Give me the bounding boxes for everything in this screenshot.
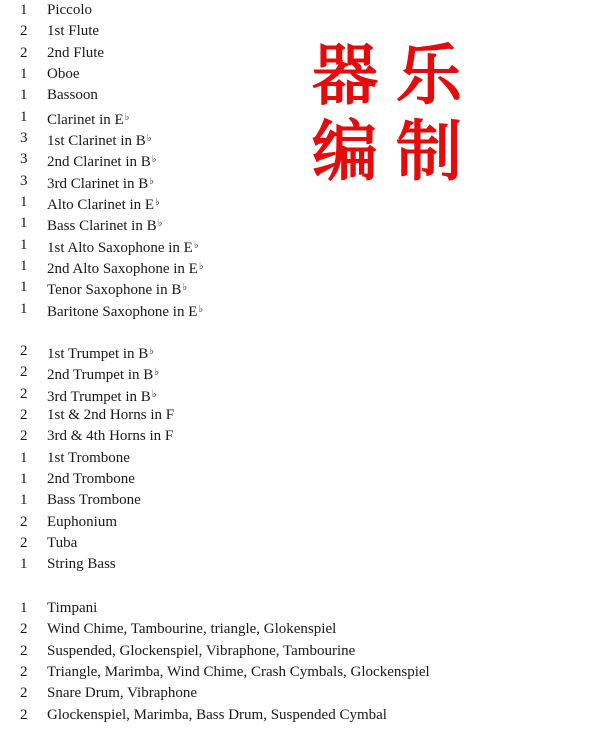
instrument-quantity: 1: [20, 471, 28, 488]
instrument-row: [0, 683, 601, 704]
brass-list: [0, 341, 601, 576]
instrument-quantity: 2: [20, 364, 28, 381]
flat-sign-icon: ♭: [149, 346, 154, 357]
instrument-name: Tenor Saxophone in B: [47, 282, 182, 299]
instrument-row: [0, 554, 601, 575]
instrument-name: 2nd Clarinet in B: [47, 154, 151, 171]
instrument-row: [0, 598, 601, 619]
instrument-name-cell: [47, 64, 80, 85]
instrument-name: Triangle, Marimba, Wind Chime, Crash Cymbals, Glockenspiel: [47, 664, 430, 681]
instrument-row: [0, 405, 601, 426]
instrument-quantity: 2: [20, 535, 28, 552]
instrument-row: [0, 256, 601, 277]
instrument-name: 2nd Flute: [47, 44, 105, 61]
instrument-row: [0, 490, 601, 511]
instrument-name: 1st Alto Saxophone in E: [47, 239, 193, 256]
instrument-name: Piccolo: [47, 2, 92, 18]
instrument-row: [0, 171, 601, 192]
instrument-row: [0, 341, 601, 362]
instrument-name-cell: [47, 683, 197, 704]
instrument-row: [0, 299, 601, 320]
flat-sign-icon: ♭: [146, 133, 152, 145]
instrument-row: [0, 384, 601, 405]
instrument-row: [0, 705, 601, 726]
instrument-row: [0, 641, 601, 662]
instrument-name: 3rd & 4th Horns in F: [47, 428, 174, 445]
flat-sign-icon: ♭: [157, 218, 163, 230]
instrument-name: 2nd Trumpet in B: [47, 367, 154, 384]
instrument-name: 3rd Trumpet in B: [47, 388, 151, 405]
flat-sign-icon: ♭: [149, 175, 154, 187]
instrument-quantity: 1: [20, 236, 28, 253]
instrument-name-cell: [47, 43, 104, 64]
instrument-name-cell: [47, 0, 92, 21]
instrument-name-cell: [47, 490, 141, 511]
instrument-row: [0, 149, 601, 170]
instrument-quantity: 1: [20, 600, 28, 616]
instrument-name: Euphonium: [47, 513, 117, 530]
woodwinds-list: [0, 0, 601, 320]
instrument-name-cell: [47, 426, 173, 447]
instrument-name: Bass Trombone: [47, 492, 141, 509]
instrument-name: Glockenspiel, Marimba, Bass Drum, Suspended Cymbal: [47, 706, 387, 723]
instrument-name: Tuba: [47, 535, 78, 552]
instrument-row: [0, 43, 601, 64]
instrument-row: [0, 512, 601, 533]
instrument-name: 2nd Alto Saxophone in E: [47, 261, 198, 278]
instrument-quantity: 1: [20, 215, 28, 232]
instrument-row: [0, 426, 601, 447]
instrument-row: [0, 277, 601, 298]
instrument-name: 2nd Trombone: [47, 471, 135, 488]
instrument-name-cell: [47, 533, 77, 554]
instrument-row: [0, 64, 601, 85]
instrument-name: 1st Flute: [47, 23, 100, 40]
flat-sign-icon: ♭: [151, 388, 157, 400]
flat-sign-icon: ♭: [124, 111, 130, 123]
flat-sign-icon: ♭: [182, 282, 188, 294]
instrument-name: Clarinet in E: [47, 111, 124, 128]
instrument-row: [0, 469, 601, 490]
instrument-quantity: 3: [20, 130, 28, 147]
instrument-quantity: 1: [20, 449, 28, 466]
instrument-quantity: 2: [20, 685, 28, 702]
instrument-quantity: 1: [20, 300, 28, 317]
instrument-name: Bassoon: [47, 87, 98, 104]
heading-line-1: 器乐: [312, 37, 480, 114]
instrument-row: [0, 533, 601, 554]
instrument-quantity: 2: [20, 642, 28, 659]
instrument-row: [0, 85, 601, 106]
instrument-quantity: 1: [20, 66, 28, 83]
instrument-quantity: 3: [20, 151, 28, 168]
instrument-name-cell: [47, 705, 387, 726]
instrument-quantity: 1: [20, 108, 28, 125]
instrument-name-cell: [47, 299, 203, 323]
instrument-row: [0, 235, 601, 256]
instrument-row: [0, 448, 601, 469]
instrument-row: [0, 128, 601, 149]
instrument-quantity: 3: [20, 172, 28, 189]
flat-sign-icon: ♭: [155, 197, 160, 209]
percussion-list: [0, 598, 601, 726]
instrument-quantity: 1: [20, 556, 28, 573]
instrument-name: 3rd Clarinet in B: [47, 175, 149, 192]
heading-line-2: 编制: [312, 113, 480, 190]
instrument-row: [0, 619, 601, 640]
instrument-quantity: 2: [20, 428, 28, 445]
instrument-name-cell: [47, 619, 336, 640]
instrument-name: Snare Drum, Vibraphone: [47, 685, 198, 702]
instrument-quantity: 1: [20, 194, 28, 211]
instrument-row: [0, 21, 601, 42]
instrument-quantity: 2: [20, 664, 28, 681]
instrument-name-cell: [47, 598, 97, 619]
instrument-name-cell: [47, 554, 116, 575]
instrument-name: Wind Chime, Tambourine, triangle, Glokenspiel: [47, 621, 337, 638]
flat-sign-icon: ♭: [154, 367, 159, 379]
instrument-name: Baritone Saxophone in E: [47, 303, 198, 320]
instrument-quantity: 2: [20, 23, 28, 40]
instrument-quantity: 2: [20, 621, 28, 638]
instrument-row: [0, 107, 601, 128]
instrument-name-cell: [47, 662, 430, 683]
instrument-row: [0, 0, 601, 21]
instrument-name: 1st Clarinet in B: [47, 133, 146, 150]
instrument-name: 1st Trumpet in B: [47, 346, 149, 362]
instrument-row: [0, 192, 601, 213]
instrument-name-cell: [47, 21, 99, 42]
instrument-name-cell: [47, 448, 130, 469]
instrument-row: [0, 213, 601, 234]
instrument-name-cell: [47, 469, 135, 490]
instrument-name-cell: [47, 512, 117, 533]
flat-sign-icon: ♭: [193, 239, 199, 251]
instrument-name: Bass Clarinet in B: [47, 218, 157, 235]
instrument-quantity: 2: [20, 385, 28, 402]
instrument-name: 1st & 2nd Horns in F: [47, 407, 175, 424]
instrument-name: Suspended, Glockenspiel, Vibraphone, Tambourine: [47, 642, 356, 659]
instrument-name: Alto Clarinet in E: [47, 197, 155, 214]
instrument-quantity: 1: [20, 258, 28, 275]
instrument-name-cell: [47, 85, 98, 106]
instrument-quantity: 2: [20, 513, 28, 530]
instrument-name: Timpani: [47, 600, 98, 616]
instrument-quantity: 1: [20, 87, 28, 104]
flat-sign-icon: ♭: [198, 261, 204, 273]
instrument-quantity: 2: [20, 706, 28, 723]
instrument-name: Oboe: [47, 66, 80, 83]
instrument-name: 1st Trombone: [47, 449, 130, 466]
instrument-quantity: 2: [20, 44, 28, 61]
flat-sign-icon: ♭: [151, 154, 157, 166]
instrument-quantity: 1: [20, 2, 28, 18]
instrument-name: String Bass: [47, 556, 116, 573]
instrument-quantity: 1: [20, 279, 28, 296]
instrument-name-cell: [47, 641, 355, 662]
instrument-name-cell: [47, 405, 174, 426]
instrument-quantity: 2: [20, 343, 28, 359]
instrument-quantity: 2: [20, 407, 28, 424]
instrument-quantity: 1: [20, 492, 28, 509]
flat-sign-icon: ♭: [198, 303, 204, 315]
instrument-row: [0, 362, 601, 383]
instrument-row: [0, 662, 601, 683]
